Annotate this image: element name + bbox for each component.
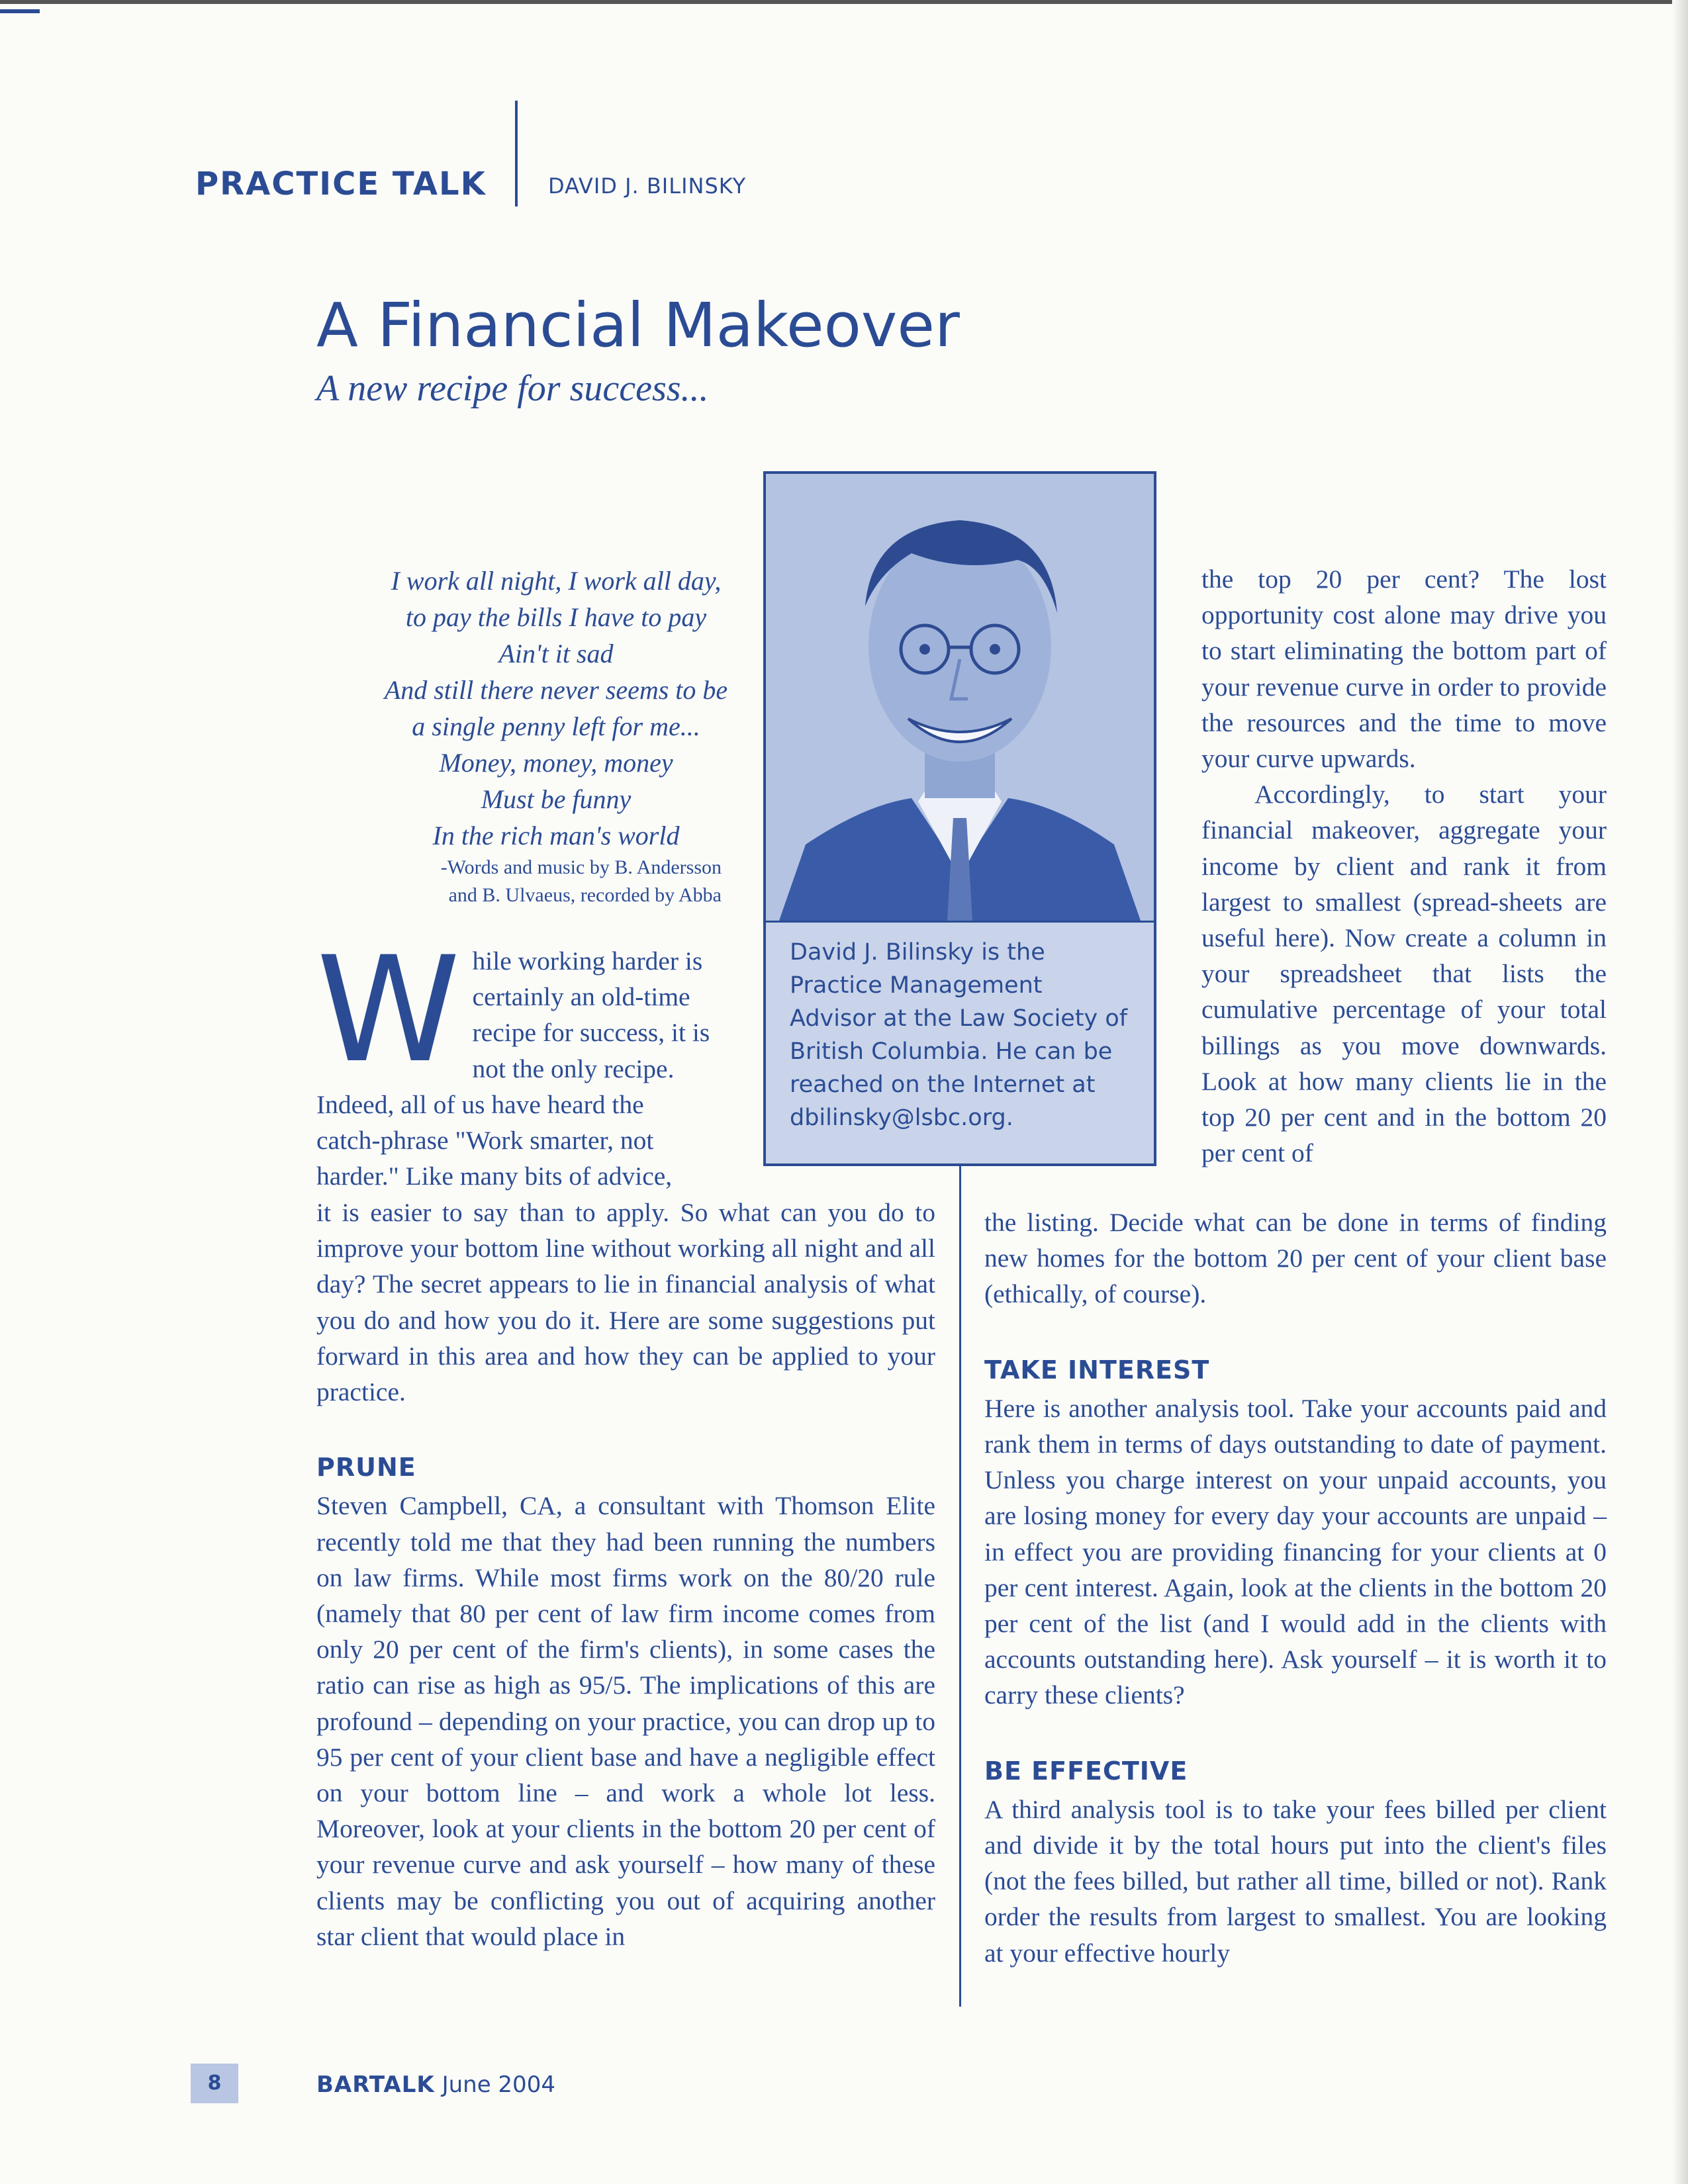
page-number: 8	[191, 2064, 238, 2103]
intro-paragraph: it is easier to say than to apply. So what can you do to improve your bottom line without working all night and all day? The secret appears to lie in financial analysis of what you do and how you do it. Here are some suggestions put forward in this area and how they can be applied to your practice.	[316, 1198, 935, 1407]
intro-line: certainly an old-time	[472, 982, 690, 1012]
left-column	[316, 925, 935, 1954]
prune-paragraph: Steven Campbell, CA, a consultant with Thomson Elite recently told me that they had been running the numbers on law firms. While most firms work on the 80/20 rule (namely that 80 per cent of law firm income comes from only 20 per cent of the firm's clients), in some cases the ratio can rise as high as 95/5. The implications of this are profound – depending on your practice, you can drop up to 95 per cent of your client base and have a negligible effect on your bottom line – and work a whole lot less. Moreover, look at your clients in the bottom 20 per cent of your revenue curve and ask yourself – how many of these clients may be conflicting you out of acquiring another star client that would place in	[316, 1491, 935, 1951]
interest-heading: TAKE INTEREST	[984, 1355, 1210, 1385]
interest-paragraph: Here is another analysis tool. Take your accounts paid and rank them in terms of days outstanding to date of payment. Unless you charge interest on your unpaid accounts, you are losing money for every day your accounts are unpaid – in effect you are providing financing for your clients at 0 per cent interest. Again, look at the clients in the bottom 20 per cent of the list (and I would add in the clients with accounts outstanding here). Ask yourself – it is worth it to carry these clients?	[984, 1393, 1607, 1710]
right-paragraph: the top 20 per cent? The lost opportunity cost alone may drive you to start eliminating the bottom part of your revenue curve in order to provide the resources and the time to move your curve upwards.	[1201, 565, 1607, 774]
author-portrait-illustration	[766, 474, 1154, 921]
top-rule-stub	[0, 9, 40, 13]
epigraph-line: Money, money, money	[439, 748, 673, 778]
article-title: A Financial Makeover	[316, 290, 960, 361]
credit-line: -Words and music by B. Andersson	[440, 856, 722, 878]
right-column-top	[1201, 561, 1607, 1171]
makeover-paragraph: Accordingly, to start your financial makeover, aggregate your income by client and rank it from largest to smallest (spread-sheets are useful here). Now create a column in your spreadsheet that lists the cumulative percentage of your total billings as you move downwards. Look at how many clients lie in the top 20 per cent and in the bottom 20 per cent of	[1201, 780, 1607, 1168]
epigraph	[331, 563, 781, 854]
epigraph-line: And still there never seems to be	[384, 675, 728, 705]
intro-line: recipe for success, it is	[472, 1018, 710, 1048]
prune-heading: PRUNE	[316, 1453, 416, 1482]
epigraph-line: to pay the bills I have to pay	[405, 602, 707, 632]
author-byline: DAVID J. BILINSKY	[548, 173, 747, 199]
column-divider	[959, 1166, 961, 2007]
effective-heading: BE EFFECTIVE	[984, 1756, 1188, 1786]
epigraph-line: Must be funny	[481, 784, 632, 814]
top-rule	[0, 0, 1688, 4]
footer	[316, 2071, 555, 2098]
article-subtitle: A new recipe for success...	[316, 368, 709, 409]
issue-date: June 2004	[442, 2071, 555, 2098]
epigraph-line: In the rich man's world	[432, 821, 680, 850]
section-label: PRACTICE TALK	[195, 165, 487, 203]
epigraph-line: Ain't it sad	[498, 639, 614, 668]
listing-paragraph: the listing. Decide what can be done in terms of finding new homes for the bottom 20 per cent of your client base (ethically, of course).	[984, 1208, 1607, 1309]
intro-block	[316, 925, 935, 1195]
right-column	[984, 1205, 1607, 1971]
intro-line: catch-phrase "Work smarter, not	[316, 1126, 654, 1156]
author-photo	[766, 474, 1154, 923]
epigraph-line: a single penny left for me...	[412, 711, 700, 741]
intro-line: hile working harder is	[472, 946, 703, 976]
effective-paragraph: A third analysis tool is to take your fees billed per client and divide it by the total hours put into the client's files (not the fees billed, but rather all time, billed or not). Rank order the results from largest to smallest. You are looking at your effective hourly	[984, 1794, 1607, 1968]
author-bio: David J. Bilinsky is the Practice Management Advisor at the Law Society of British Columbia. He can be reached on the Internet at dbilinsky@lsbc.org.	[790, 939, 1128, 1131]
credit-line: and B. Ulvaeus, recorded by Abba	[448, 884, 722, 906]
epigraph-credit	[331, 854, 722, 909]
epigraph-line: I work all night, I work all day,	[391, 566, 722, 596]
intro-line: harder." Like many bits of advice,	[316, 1161, 673, 1191]
header-divider	[515, 101, 518, 206]
intro-line: not the only recipe.	[472, 1054, 675, 1083]
intro-line: Indeed, all of us have heard the	[316, 1089, 644, 1119]
drop-cap: W	[316, 925, 461, 1095]
publication-name: BARTALK	[316, 2071, 435, 2098]
page-edge-shadow	[1672, 0, 1688, 2184]
